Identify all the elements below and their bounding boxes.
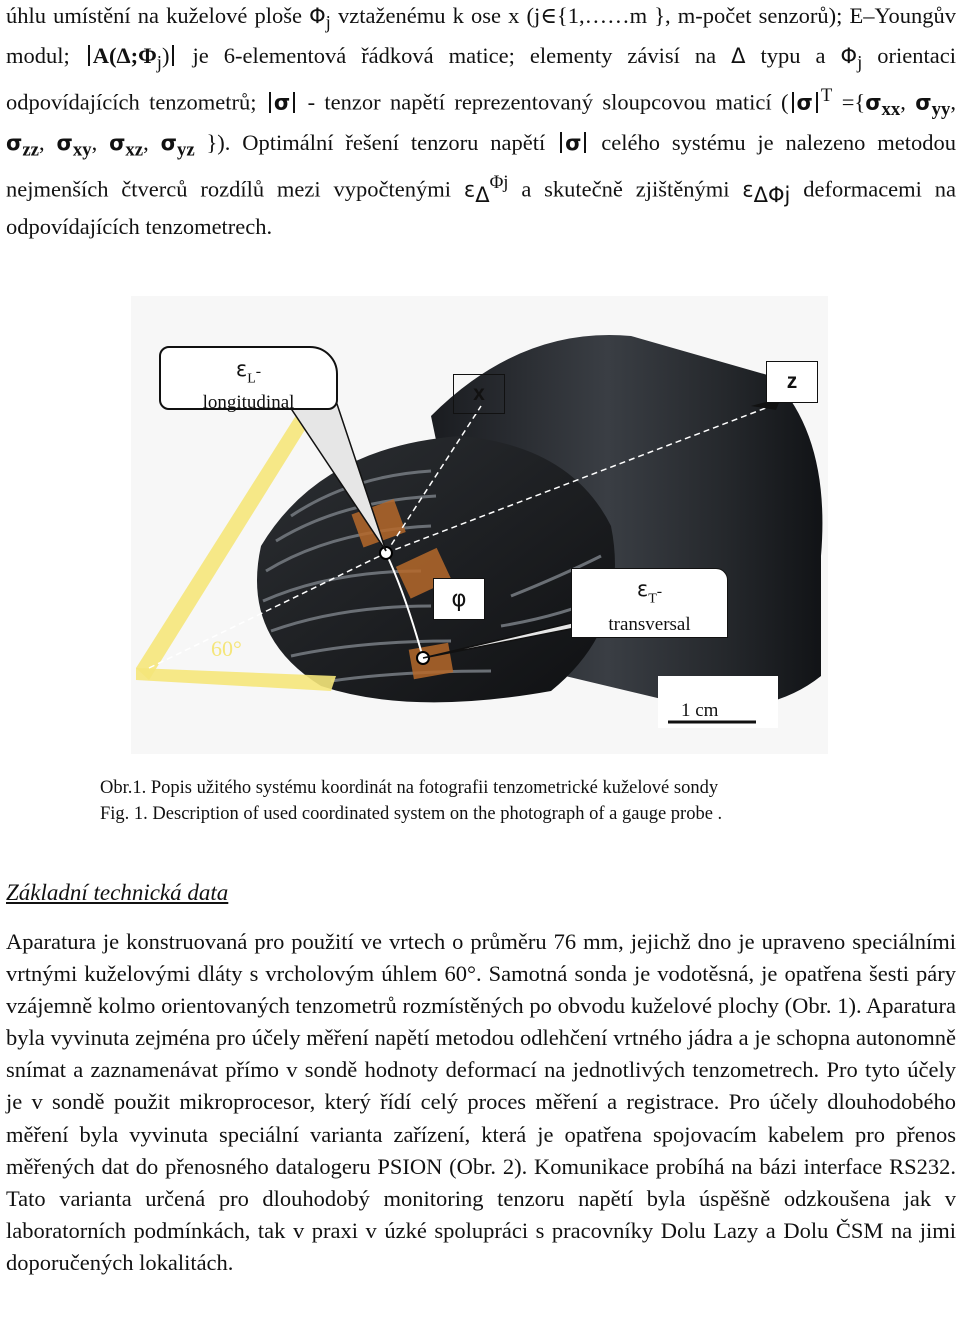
z-axis-label: z — [786, 370, 798, 393]
subscript-delta: Δ — [475, 182, 490, 207]
sigma-yy-symbol: σ — [915, 90, 932, 115]
intro-line2-text-b: je 6-elementová řádková matice; elementy — [177, 43, 613, 68]
intro-line3-text: závisí na — [627, 43, 732, 68]
intro-line5-text-b: celého systému je nalezeno metodou nejmenších čtverců rozdílů mezi — [6, 129, 957, 201]
scale-label: 1 cm — [681, 700, 719, 721]
subscript-l: L — [247, 371, 256, 387]
matrix-a-symbol: A(Δ;Φ — [92, 43, 157, 68]
intro-line7-text: tenzometrech. — [145, 214, 273, 239]
sigma-symbol: σ — [565, 130, 582, 155]
tensor-bar-right — [816, 92, 818, 113]
callout-transversal — [571, 568, 728, 638]
subscript-xx: xx — [881, 99, 901, 120]
label-dash: - — [255, 363, 262, 380]
phi-label: φ — [451, 586, 467, 612]
phi-symbol: Φ — [309, 4, 326, 28]
matrix-bar-left — [88, 45, 90, 66]
tensor-bar-left — [560, 132, 562, 153]
intro-line6-text: vypočtenými — [333, 176, 464, 201]
tensor-bar-left — [792, 92, 794, 113]
subscript-j: j — [325, 12, 331, 34]
section-heading: Základní technická data — [6, 880, 229, 905]
subscript-j: j — [156, 52, 162, 74]
subscript-xz: xz — [125, 139, 144, 160]
intro-line4-text: reprezentovaný sloupcovou maticí ( — [454, 89, 789, 115]
sigma-xz-symbol: σ — [109, 130, 126, 155]
phi-symbol: Φ — [840, 44, 858, 68]
subscript-yy: yy — [931, 99, 951, 120]
callout-phi — [433, 578, 485, 620]
angle-label: 60° — [211, 636, 242, 661]
sigma-symbol: σ — [273, 90, 291, 115]
subscript-delta-phij: ΔΦj — [753, 182, 791, 207]
superscript-phij: Φj — [489, 171, 509, 193]
epsilon-symbol: ε — [463, 177, 476, 201]
intro-line3-text-c: orientaci odpovídajících tenzometrů; — [6, 43, 956, 115]
epsilon-t-label: ε — [636, 577, 649, 601]
label-dash: - — [656, 583, 663, 600]
intro-line1-text-b: vztaženému k ose x (j∈{1,……m }, m-počet — [330, 3, 752, 28]
sigma-zz-symbol: σ — [6, 130, 23, 155]
intro-line4-text-b: ={ — [832, 89, 866, 115]
figure-caption-czech: Obr.1. Popis užitého systému koordinát na fotografii tenzometrické kuželové sondy — [100, 778, 719, 798]
callout-longitudinal — [159, 346, 338, 414]
epsilon-l-label: ε — [235, 357, 248, 381]
probe-photo-figure — [131, 296, 828, 754]
intro-line5-text: tenzoru napětí — [410, 129, 558, 155]
body-paragraph: Aparatura je konstruovaná pro použití ve vrtech o průměru 76 mm, jejichž dno je upraveno speciálními vrtnými kuželovými dláty s vrcholovým úhlem 60°. Samotná sonda je vodotěsná, je opatřena šesti páry vzájemně kolmo orientovaných tenzometrů rozmístěných po obvodu kuželové plochy (Obr. 1). Aparatura byla vyvinuta zejména pro účely měření napětí metodou odlehčení vrtného jádra a je schopna autonomně snímat a zaznamenávat přímo v sondě hodnoty deformací na jednotlivých tenzometrech. Pro tyto účely je v sondě použit mikroprocesor, který řídí celý proces měření a registrace. Pro účely dlouhodobého měření byla vyvinuta speciální varianta zařízení, která je opatřena spojovacím kabelem pro přenos měřených dat do přenosného datalogeru PSION (Obr. 2). Komunikace probíhá na bázi interface RS232. Tato varianta určená pro dlouhodobý monitoring tenzoru napětí byla úspěšně odzkoušena jak v laboratorních podmínkách, tak v praxi v úzké spolupráci s pracovníky Dolu Lazy a Dolu ČSM na jimi doporučených lokalitách. — [6, 929, 956, 1275]
tensor-bar-right — [293, 92, 295, 113]
delta-symbol: Δ — [731, 44, 746, 68]
tensor-bar-left — [269, 92, 271, 113]
subscript-j: j — [857, 52, 863, 74]
intro-line3-text-b: typu a — [745, 43, 841, 68]
matrix-bar-right — [172, 45, 174, 66]
tensor-bar-right — [584, 132, 586, 153]
subscript-zz: zz — [22, 139, 40, 160]
sigma-xx-symbol: σ — [865, 90, 882, 115]
intro-line3-text-d: - tenzor napětí — [298, 89, 445, 115]
callout-z — [766, 361, 818, 403]
sigma-symbol: σ — [796, 90, 813, 115]
paren-close: ) — [161, 43, 170, 68]
intro-paragraph: úhlu umístění na kuželové ploše $\Phi_j$ vztaženému k ose x (j∈{1,……m }, m-počet senzorů); E–Youngův modul; $A(\Delta;\Phi_j)$ je 6-elementová řádková matice; elementy závisí na Δ typu a $\Phi_j$ orientaci odpovídajících tenzometrů; σ - tenzor napětí reprezentovaný sloupcovou maticí ( σ $^T =\{\sigma_{xx}$, $\sigma_{yy}$, $\sigma_{zz}$, $\sigma_{xy}$, $\sigma_{xz}$, $\sigma_{yz}$ }). Optimální řešení tenzoru napětí σ celého systému je nalezeno metodou nejmenších čtverců rozdílů mezi vypočtenými $\varepsilon_\Delta^{\Phi j}$ a skutečně zjištěnými $\varepsilon_{\Delta\Phi j}$ deformacemi na odpovídajících tenzometrech. — [6, 3, 957, 239]
sigma-xy-symbol: σ — [56, 130, 73, 155]
epsilon-symbol: ε — [742, 177, 754, 201]
subscript-t: T — [648, 591, 657, 607]
callout-x — [453, 374, 505, 414]
intro-line4-text-c: }). Optimální řešení — [194, 129, 400, 155]
longitudinal-label: longitudinal — [202, 392, 295, 414]
intro-line2-text: senzorů); E–Youngův modul; — [6, 3, 956, 68]
superscript-t: T — [820, 85, 833, 106]
intro-line6-text-c: deformacemi na odpovídajících — [6, 176, 956, 239]
intro-line6-text-b: a skutečně zjištěnými — [508, 176, 743, 201]
figure-caption-english: Fig. 1. Description of used coordinated system on the photograph of a gauge probe . — [100, 804, 723, 824]
subscript-yz: yz — [176, 139, 195, 160]
sigma-yz-symbol: σ — [160, 130, 177, 155]
subscript-xy: xy — [72, 139, 92, 160]
intro-line1-text: úhlu umístění na kuželové ploše — [6, 3, 310, 28]
transversal-label: transversal — [608, 614, 691, 636]
x-axis-label: x — [473, 382, 485, 405]
